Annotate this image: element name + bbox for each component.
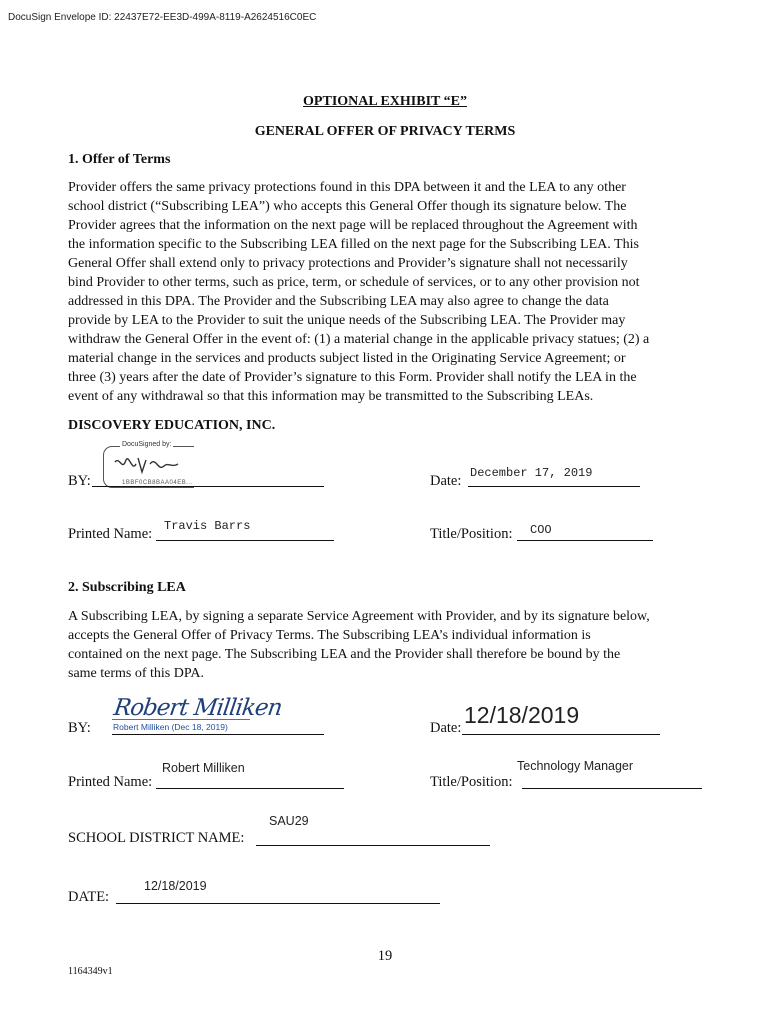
lea-signature-line [112, 734, 324, 735]
lea-by-label: BY: [68, 720, 91, 736]
section-1-body [68, 178, 708, 406]
lea-date2-line [116, 903, 440, 904]
section-1-line: bind Provider to other terms, such as price, term, or schedule of services, or to any other provision not [68, 275, 640, 290]
page-number: 19 [377, 948, 393, 964]
lea-printed-name-line [156, 788, 344, 789]
lea-title-label: Title/Position: [430, 774, 513, 790]
lea-signature-sub[interactable]: Robert Milliken (Dec 18, 2019) [113, 722, 228, 732]
lea-date2-value[interactable]: 12/18/2019 [144, 879, 207, 893]
lea-date-value[interactable]: 12/18/2019 [464, 702, 580, 728]
section-1-line: material change in the services and products subject listed in the Originating Service Agreement; or [68, 351, 626, 366]
section-1-line: three (3) years after the date of Provider’s signature to this Form. Provider shall notify the LEA in the [68, 370, 637, 385]
lea-date-line [462, 734, 660, 735]
district-value[interactable]: SAU29 [269, 814, 309, 828]
lea-date2-label: DATE: [68, 889, 110, 905]
district-label: SCHOOL DISTRICT NAME: [68, 830, 245, 846]
provider-date-label: Date: [430, 473, 462, 489]
section-2-line: contained on the next page. The Subscribing LEA and the Provider shall therefore be bound by the [68, 647, 621, 662]
section-2-line: accepts the General Offer of Privacy Terms. The Subscribing LEA’s individual information is [68, 628, 591, 643]
provider-title-value[interactable]: COO [530, 523, 552, 537]
provider-date-value[interactable]: December 17, 2019 [470, 466, 593, 480]
page-heading: GENERAL OFFER OF PRIVACY TERMS [254, 124, 516, 139]
section-1-line: the information specific to the Subscribing LEA filled on the next page for the Subscribing LEA. This [68, 237, 639, 252]
lea-title-value[interactable]: Technology Manager [517, 759, 634, 773]
provider-title-label: Title/Position: [430, 526, 513, 542]
section-1-line: event of any withdrawal so that this information may be transmitted to the Subscribing LEAs. [68, 389, 594, 404]
section-1-line: withdraw the General Offer in the event of: (1) a material change in the applicable privacy statues; (2) a [68, 332, 650, 347]
section-1-line: General Offer shall extend only to privacy protections and Provider’s signature shall not necessarily [68, 256, 628, 271]
section-2-line: A Subscribing LEA, by signing a separate Service Agreement with Provider, and by its signature below, [68, 609, 650, 624]
docusign-id: 1BBF0CB8BAA04EB... [122, 480, 193, 486]
doc-code: 1164349v1 [68, 966, 113, 977]
provider-signature-scribble [112, 452, 182, 478]
lea-printed-name-value[interactable]: Robert Milliken [162, 761, 245, 775]
docusigned-by-label: DocuSigned by: [122, 441, 172, 448]
lea-signature-underline [112, 719, 250, 720]
provider-date-line [468, 486, 640, 487]
section-2-line: same terms of this DPA. [68, 666, 204, 681]
provider-printed-name-label: Printed Name: [68, 526, 153, 542]
provider-by-label: BY: [68, 473, 91, 489]
lea-title-line [522, 788, 702, 789]
lea-signature[interactable]: Robert Milliken [112, 695, 284, 721]
section-1-line: Provider agrees that the information on the next page will be replaced throughout the Agreement with [68, 218, 638, 233]
section-1-line: Provider offers the same privacy protections found in this DPA between it and the LEA to any other [68, 180, 626, 195]
provider-company: DISCOVERY EDUCATION, INC. [68, 418, 276, 433]
section-1-line: provide by LEA to the Provider to suit the unique needs of the Subscribing LEA. The Provider may [68, 313, 626, 328]
section-1-line: school district (“Subscribing LEA”) who accepts this General Offer though its signature below. The [68, 199, 627, 214]
provider-printed-name-value[interactable]: Travis Barrs [164, 519, 251, 533]
provider-title-line [517, 540, 653, 541]
section-2-title: 2. Subscribing LEA [68, 580, 186, 595]
envelope-id: DocuSign Envelope ID: 22437E72-EE3D-499A-8119-A2624516C0EC [8, 12, 317, 23]
exhibit-title: OPTIONAL EXHIBIT “E” [303, 94, 467, 109]
section-1-title: 1. Offer of Terms [68, 152, 171, 167]
lea-printed-name-label: Printed Name: [68, 774, 153, 790]
lea-date-label: Date: [430, 720, 462, 736]
section-2-body [68, 607, 708, 683]
provider-printed-name-line [156, 540, 334, 541]
district-line [256, 845, 490, 846]
provider-signature-line [92, 486, 324, 487]
section-1-line: addressed in this DPA. The Provider and the Subscribing LEA may also agree to change the data [68, 294, 609, 309]
